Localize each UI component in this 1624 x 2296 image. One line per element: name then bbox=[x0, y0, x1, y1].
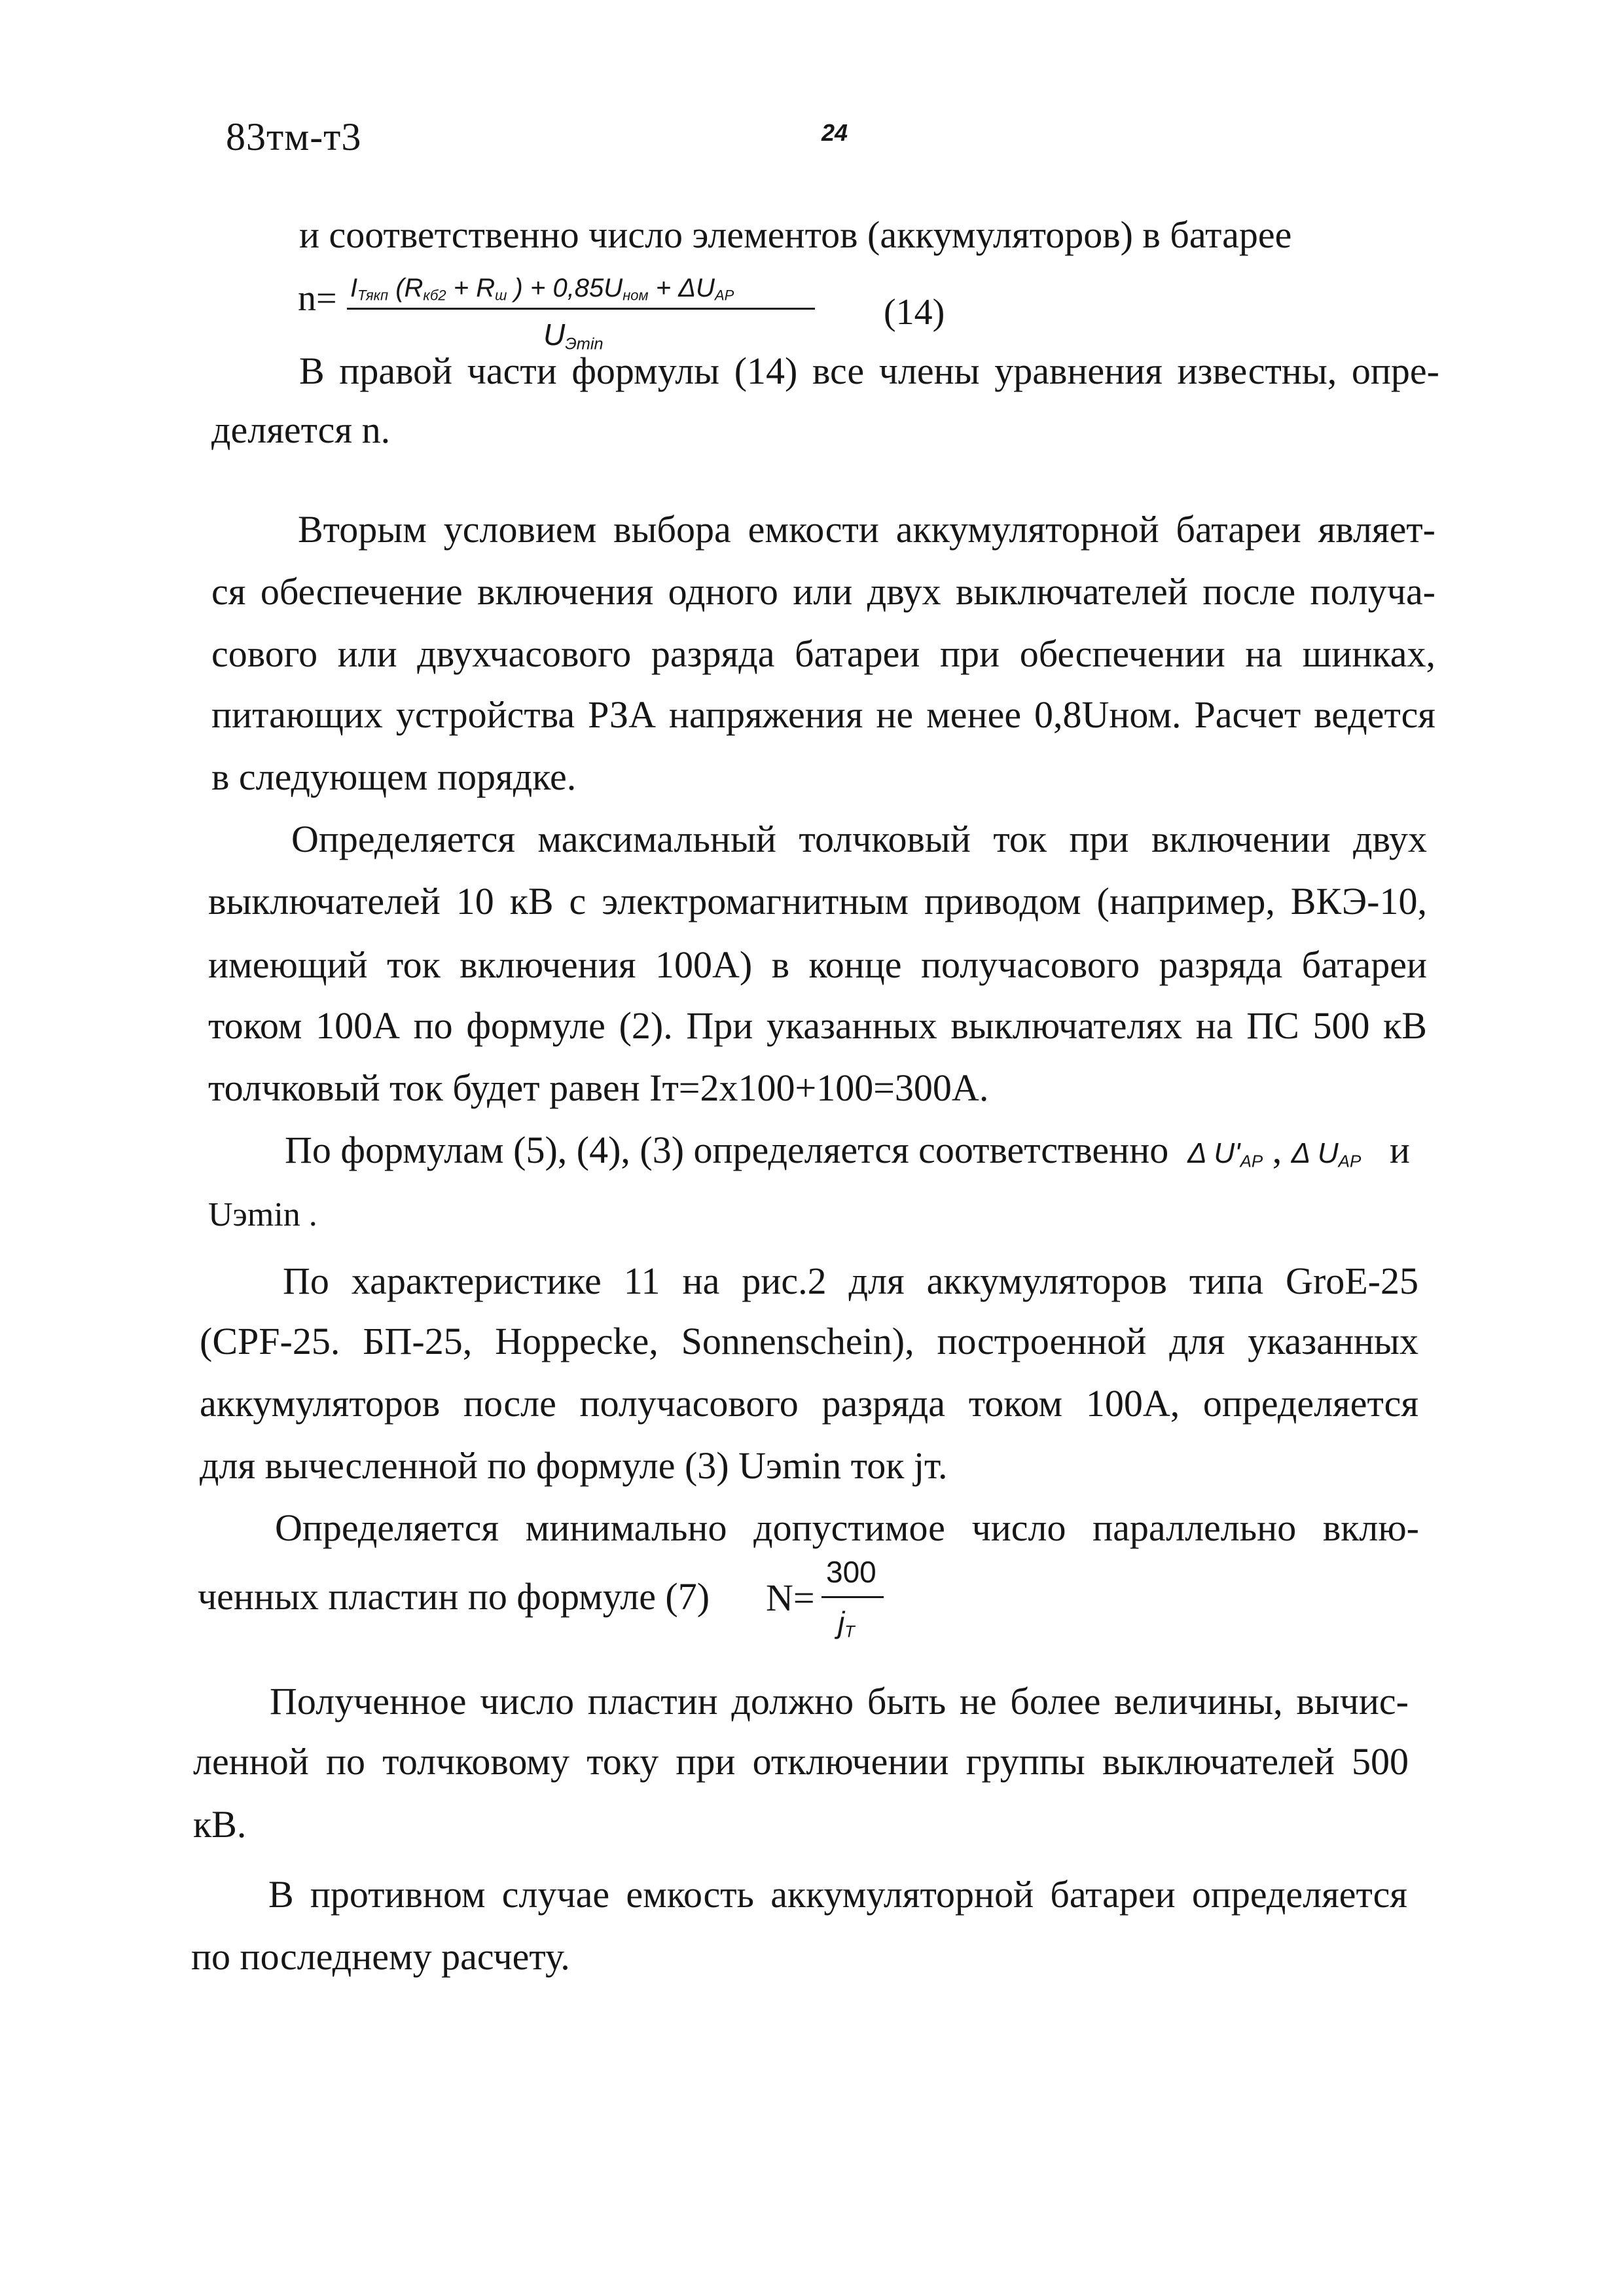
para4-line1: По формулам (5), (4), (3) определяется соответственно Δ $U'_{АР}$ , Δ $U_{АР}$ и bbox=[285, 1129, 1410, 1171]
para8-line2: по последнему расчету. bbox=[191, 1935, 570, 1978]
para3-line5: толчковый ток будет равен Iт=2х100+100=300А. bbox=[208, 1066, 989, 1109]
formula-14-lhs: n= bbox=[298, 278, 337, 319]
para3-line2: выключателей 10 кВ с электромагнитным приводом (например, ВКЭ-10, bbox=[208, 880, 1427, 922]
para2-line5: в следующем порядке. bbox=[211, 756, 577, 798]
para7-line2: ленной по толчковому току при отключении группы выключателей 500 bbox=[193, 1740, 1409, 1783]
para4-line2: Uэmin . bbox=[208, 1196, 317, 1233]
para6-line1: Определяется минимально допустимое число параллельно вклю- bbox=[275, 1506, 1419, 1549]
para2-line1: Вторым условием выбора емкости аккумуляторной батареи являет- bbox=[298, 508, 1435, 551]
para8-line1: В противном случае емкость аккумуляторной батареи определяется bbox=[268, 1873, 1407, 1916]
para3-line1: Определяется максимальный толчковый ток при включении двух bbox=[291, 818, 1427, 860]
para1-line2: деляется n. bbox=[211, 409, 391, 451]
formula-14-numerator: $I_{Тякп}$ ($R_{кб2} + R_ш$ ) + $0,85U_{ном} + \Delta U_{АР}$ bbox=[350, 274, 734, 304]
para1-line1: В правой части формулы (14) все члены уравнения известны, опре- bbox=[299, 350, 1439, 392]
para5-line4: для вычесленной по формуле (3) Uэmin ток jт. bbox=[200, 1444, 948, 1487]
para3-line3: имеющий ток включения 100А) в конце получасового разряда батареи bbox=[208, 943, 1427, 986]
formula-14-fraction-bar bbox=[347, 308, 815, 310]
page-number: 24 bbox=[821, 119, 848, 146]
para5-line2: (CPF-25. БП-25, Hoppecke, Sonnenschein), построенной для указанных bbox=[200, 1320, 1418, 1362]
formula-7-numerator: 300 bbox=[826, 1555, 876, 1589]
para2-line3: сового или двухчасового разряда батареи при обеспечении на шинках, bbox=[211, 632, 1435, 675]
para7-line3: кВ. bbox=[193, 1803, 247, 1846]
formula-14-number: (14) bbox=[884, 292, 945, 333]
para5-line3: аккумуляторов после получасового разряда током 100А, определяется bbox=[200, 1382, 1418, 1425]
intro-text: и соответственно число элементов (аккумуляторов) в батарее bbox=[299, 213, 1292, 256]
formula-14-denominator: $U_{Эmin}$ bbox=[543, 318, 604, 354]
para6-line2: ченных пластин по формуле (7) bbox=[198, 1575, 710, 1618]
para3-line4: током 100А по формуле (2). При указанных выключателях на ПС 500 кВ bbox=[208, 1004, 1427, 1047]
formula-7-lhs: N= bbox=[766, 1576, 815, 1619]
document-code: 83тм-т3 bbox=[226, 115, 362, 158]
formula-7-fraction-bar bbox=[821, 1596, 884, 1598]
para2-line2: ся обеспечение включения одного или двух выключателей после получа- bbox=[211, 570, 1435, 613]
para2-line4: питающих устройства РЗА напряжения не менее 0,8Uном. Расчет ведется bbox=[211, 693, 1435, 736]
para5-line1: По характеристике 11 на рис.2 для аккумуляторов типа GroE-25 bbox=[283, 1260, 1418, 1302]
formula-7-denominator: $j_T$ bbox=[838, 1605, 855, 1641]
para7-line1: Полученное число пластин должно быть не более величины, вычис- bbox=[270, 1680, 1409, 1722]
